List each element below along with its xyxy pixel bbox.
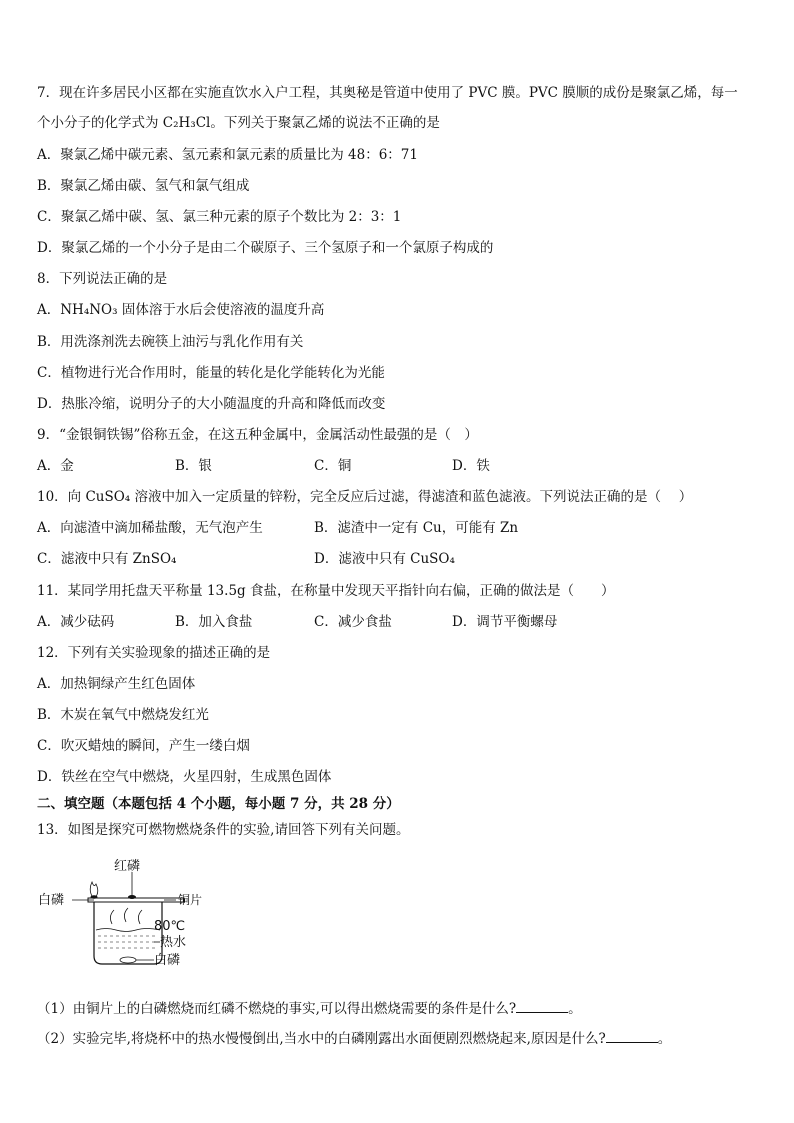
label-red-phosphorus: 红磷: [114, 859, 141, 874]
q9-option-b: B．银: [175, 458, 212, 474]
q11-option-b: B．加入食盐: [175, 614, 253, 630]
q9-option-a: A．金: [37, 458, 74, 474]
q8-option-d: D．热胀冷缩，说明分子的大小随温度的升高和降低而改变: [37, 396, 386, 412]
q7-stem-line1: 7．现在许多居民小区都在实施直饮水入户工程，其奥秘是管道中使用了 PVC 膜。PVC 膜顺的成份是聚氯乙烯，每一: [37, 85, 738, 101]
red-phosphorus: [128, 895, 136, 899]
q13-sub1-end: 。: [568, 1001, 582, 1017]
q13-sub2-text: （2）实验完毕,将烧杯中的热水慢慢倒出,当水中的白磷刚露出水面便剧烈燃烧起来,原因是什么?: [37, 1031, 606, 1047]
q11-stem: 11．某同学用托盘天平称量 13.5g 食盐，在称量中发现天平指针向右偏，正确的做法是（ ）: [37, 583, 615, 599]
q10-option-a: A．向滤渣中滴加稀盐酸，无气泡产生: [37, 520, 263, 536]
q7-stem-line2: 个小分子的化学式为 C₂H₃Cl。下列关于聚氯乙烯的说法不正确的是: [37, 115, 440, 131]
q12-option-b: B．木炭在氧气中燃烧发红光: [37, 707, 209, 723]
q12-option-a: A．加热铜绿产生红色固体: [37, 676, 196, 692]
q8-option-b: B．用洗涤剂洗去碗筷上油污与乳化作用有关: [37, 334, 304, 350]
section-heading: 二、填空题（本题包括 4 个小题，每小题 7 分，共 28 分）: [37, 796, 400, 812]
q13-sub1-answer-blank[interactable]: [516, 1000, 568, 1013]
q12-option-d: D．铁丝在空气中燃烧，火星四射，生成黑色固体: [37, 769, 332, 785]
water-hatching: [98, 936, 158, 948]
q7-option-a: A．聚氯乙烯中碳元素、氢元素和氯元素的质量比为 48：6：71: [37, 147, 418, 163]
q11-option-d: D．调节平衡螺母: [452, 614, 558, 630]
q11-option-a: A．减少砝码: [37, 614, 115, 630]
combustion-experiment-diagram: [36, 859, 203, 972]
q11-option-c: C．减少食盐: [314, 614, 392, 630]
q13-sub2-end: 。: [657, 1031, 672, 1047]
q9-option-d: D．铁: [452, 458, 490, 474]
label-temperature: 80℃: [154, 919, 186, 934]
steam-icon: [110, 908, 142, 924]
label-hot-water: 热水: [160, 935, 187, 950]
water-surface: [96, 929, 160, 932]
q9-option-c: C．铜: [314, 458, 352, 474]
q7-option-b: B．聚氯乙烯由碳、氢气和氯气组成: [37, 178, 250, 194]
submerged-white-phosphorus: [120, 957, 136, 963]
q13-sub1-text: （1）由铜片上的白磷燃烧而红磷不燃烧的事实,可以得出燃烧需要的条件是什么?: [37, 1001, 517, 1017]
q7-option-c: C．聚氯乙烯中碳、氢、氯三种元素的原子个数比为 2：3：1: [37, 209, 402, 225]
q12-option-c: C．吹灭蜡烛的瞬间，产生一缕白烟: [37, 738, 250, 754]
label-copper-sheet: 铜片: [178, 893, 203, 907]
q13-sub2-answer-blank[interactable]: [606, 1030, 658, 1043]
q13-subquestion-2: [37, 1030, 671, 1048]
q10-option-d: D．滤液中只有 CuSO₄: [314, 551, 455, 567]
q13-stem: 13．如图是探究可燃物燃烧条件的实验,请回答下列有关问题。: [37, 822, 410, 838]
q8-option-c: C．植物进行光合作用时，能量的转化是化学能转化为光能: [37, 365, 385, 381]
label-white-phosphorus-bottom: 白磷: [154, 953, 181, 968]
q8-stem: 8．下列说法正确的是: [37, 271, 168, 287]
q12-stem: 12．下列有关实验现象的描述正确的是: [37, 645, 271, 661]
q9-stem: 9．“金银铜铁锡”俗称五金，在这五种金属中，金属活动性最强的是（ ）: [37, 427, 478, 443]
beaker: [94, 902, 162, 964]
white-phosphorus-on-sheet: [91, 895, 98, 899]
q10-option-c: C．滤液中只有 ZnSO₄: [37, 551, 177, 567]
q8-option-a: A．NH₄NO₃ 固体溶于水后会使溶液的温度升高: [37, 302, 325, 318]
q10-option-b: B．滤渣中一定有 Cu，可能有 Zn: [314, 520, 519, 536]
q10-stem: 10．向 CuSO₄ 溶液中加入一定质量的锌粉，完全反应后过滤，得滤渣和蓝色滤液。下列说法正确的是（ ）: [37, 489, 693, 505]
label-white-phosphorus-top: 白磷: [38, 893, 65, 908]
q7-option-d: D．聚氯乙烯的一个小分子是由二个碳原子、三个氢原子和一个氯原子构成的: [37, 240, 494, 256]
q13-subquestion-1: [37, 1000, 582, 1018]
